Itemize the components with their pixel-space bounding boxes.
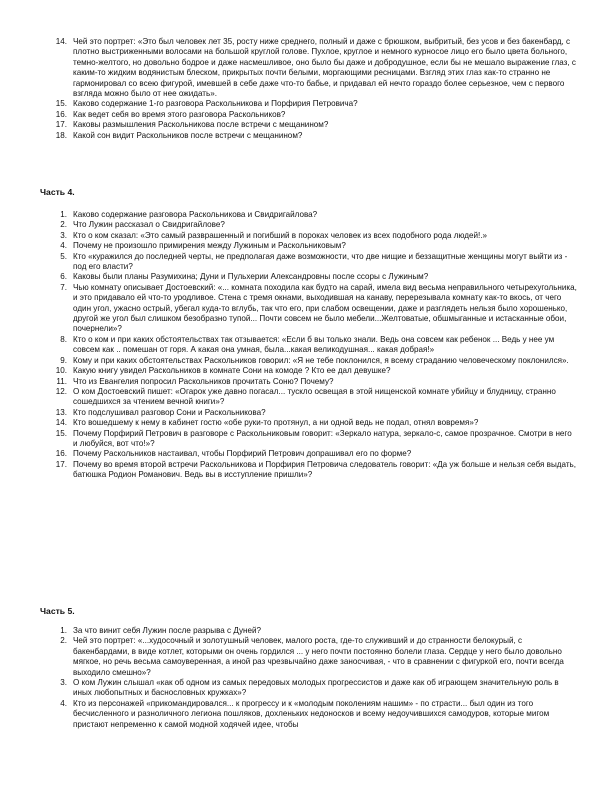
question-text: Каково содержание разговора Раскольникова и Свидригайлова? — [73, 210, 318, 219]
question-text: Что из Евангелия попросил Раскольников прочитать Соню? Почему? — [73, 376, 334, 386]
question-number: 16. — [55, 449, 67, 459]
part3-question-list — [0, 37, 578, 141]
question-number: 14. — [55, 418, 67, 428]
question-item — [0, 377, 578, 387]
question-item — [0, 356, 578, 366]
question-number: 17. — [55, 120, 67, 130]
question-item — [0, 272, 578, 282]
question-item — [0, 210, 578, 220]
question-text: О ком Лужин слышал «как об одном из самых передовых молодых прогрессистов и даже как об играющем значительную роль в иных любопытных и баснословных кружках»? — [73, 678, 559, 698]
question-item — [0, 366, 578, 376]
question-item — [0, 449, 578, 459]
question-number: 2. — [60, 636, 67, 646]
part4-heading: Часть 4. — [40, 187, 75, 197]
part4-question-list — [0, 210, 578, 481]
question-number: 9. — [60, 355, 67, 365]
question-text: Каково содержание 1-го разговора Раскольникова и Порфирия Петровича? — [73, 99, 358, 109]
question-item — [0, 408, 578, 418]
question-number: 8. — [60, 334, 67, 344]
question-item — [0, 283, 578, 335]
question-text: Кто «куражился до последней черты, не предполагая даже возможности, что две нищие и беззащитные женщины могут выйти из - под его власти? — [73, 251, 568, 272]
question-item — [0, 429, 578, 450]
question-item — [0, 252, 578, 273]
question-item — [0, 335, 578, 356]
question-item — [0, 241, 578, 251]
question-text: Кто вошедшему к нему в кабинет гостю «обе руки-то протянул, а ни одной ведь не подал, отнял вовремя»? — [73, 418, 479, 428]
part5-question-list — [0, 626, 578, 730]
question-text: Кто подслушивал разговор Сони и Раскольникова? — [73, 407, 266, 417]
question-item — [0, 99, 578, 109]
question-text: Почему во время второй встречи Раскольникова и Порфирия Петровича следователь говорит: «Да уж больше и нельзя себя выдать, батюшка Родион Романович. Ведь вы в исступление пришли»? — [73, 459, 576, 480]
question-number: 3. — [60, 230, 67, 240]
question-item — [0, 636, 578, 678]
question-item — [0, 37, 578, 99]
question-text: Почему не произошло примирения между Лужиным и Раскольниковым? — [73, 241, 346, 251]
question-item — [0, 131, 578, 141]
question-item — [0, 120, 578, 130]
question-number: 3. — [60, 678, 67, 688]
question-item — [0, 460, 578, 481]
question-item — [0, 231, 578, 241]
question-text: Каковы размышления Раскольникова после встречи с мещанином? — [73, 120, 329, 130]
question-item — [0, 220, 578, 230]
question-text: Чью комнату описывает Достоевский: «... комната походила как будто на сарай, имела вид весьма неправильного четырехугольника, и это придавало ей что-то уродливое. Стена с тремя окнами, выходившая на канаву, перерезывала комнату как-то вкось, от чего один угол, ужасно острый, убегал куда-то вглубь, так что его, при слабом освещении, даже и разглядеть нельзя было хорошенько, другой же угол был слишком безобразно тупой... Почти совсем не было мебели...Желтоватые, обшмыганные и истасканные обои, почернели»? — [73, 282, 577, 334]
question-number: 11. — [56, 376, 67, 386]
question-number: 16. — [55, 109, 67, 119]
question-item — [0, 110, 578, 120]
question-number: 15. — [55, 428, 67, 438]
question-text: Какой сон видит Раскольников после встречи с мещанином? — [73, 130, 303, 140]
question-number: 1. — [60, 210, 67, 219]
question-text: Как ведет себя во время этого разговора Раскольников? — [73, 109, 286, 119]
question-number: 4. — [60, 698, 67, 708]
question-text: Что Лужин рассказал о Свидригайлове? — [73, 220, 225, 230]
question-text: Кто о ком и при каких обстоятельствах так отзывается: «Если б вы только знали. Ведь она совсем как ребенок ... Ведь у нее ум совсем как .. помешан от горя. А какая она умная, была...какая великодушная... какая добрая!» — [73, 334, 555, 355]
question-text: Почему Раскольников настаивал, чтобы Порфирий Петрович допрашивал его по форме? — [73, 449, 412, 459]
question-item — [0, 418, 578, 428]
question-number: 18. — [55, 130, 67, 140]
question-text: Почему Порфирий Петрович в разговоре с Раскольниковым говорит: «Зеркало натура, зеркало-с, самое прозрачное. Смотри в него и любуйся, вот что!»? — [73, 428, 572, 448]
question-number: 7. — [60, 282, 67, 292]
part5-heading: Часть 5. — [40, 606, 75, 616]
question-item — [0, 678, 578, 699]
question-number: 4. — [60, 241, 67, 251]
question-text: Чей это портрет: «...худосочный и золотушный человек, малого роста, где-то служивший и до странности белокурый, с бакенбардами, в виде котлет, которыми он очень гордился ... у него почти постоянно болели глаза. Сердце у него было довольно мягкое, но речь весьма самоуверенная, а иной раз чрезвычайно даже заносчивая, - что в сравнении с фигуркой его, почти всегда выходило смешно»? — [73, 636, 564, 677]
question-number: 14. — [55, 37, 67, 46]
question-number: 17. — [55, 459, 67, 469]
question-number: 2. — [60, 220, 67, 230]
question-item — [0, 699, 578, 730]
question-item — [0, 626, 578, 636]
question-text: О ком Достоевский пишет: «Огарок уже давно погасал... тускло освещая в этой нищенской комнате убийцу и блудницу, странно сошедшихся за чтением вечной книги»? — [73, 386, 556, 407]
question-text: Кто из персонажей «прикомандировался... к прогрессу и к «молодым поколениям нашим» - по страсти... был один из того бесчисленного и разноличного легиона пошляков, дохленьких недоносков и всему недоучившихся самодуров, которые мигом пристают непременно к самой модной ходячей идее, чтобы — [73, 698, 550, 729]
question-number: 6. — [60, 272, 67, 282]
question-number: 5. — [60, 251, 67, 261]
question-text: Чей это портрет: «Это был человек лет 35, росту ниже среднего, полный и даже с брюшком, выбритый, без усов и без бакенбард, с плотно выстриженными волосами на большой круглой голове. Пухлое, круглое и немного курносое лицо его было цвета больного, темно-желтого, но довольно бодрое и даже насмешливое, оно было бы даже и добродушное, если бы не мешало выражение глаз, с каким-то жидким водянистым блеском, прикрытых почти белыми, моргающими ресницами. Взгляд этих глаз как-то странно не гармонировал со всею фигурой, имевшей в себе даже что-то бабье, и придавал ей нечто гораздо более серьезное, чем с первого взгляда можно было от нее ожидать». — [73, 37, 576, 99]
question-number: 15. — [55, 99, 67, 109]
question-text: За что винит себя Лужин после разрыва с Дуней? — [73, 626, 262, 635]
question-text: Кому и при каких обстоятельствах Раскольников говорил: «Я не тебе поклонился, я всему страданию человеческому поклонился». — [73, 355, 569, 365]
question-text: Каковы были планы Разумихина; Дуни и Пульхерии Александровны после ссоры с Лужиным? — [73, 272, 429, 282]
question-item — [0, 387, 578, 408]
question-text: Кто о ком сказал: «Это самый разврашенный и погибший в пороках человек из всех подобного рода людей!.» — [73, 230, 488, 240]
question-text: Какую книгу увидел Раскольников в комнате Сони на комоде ? Кто ее дал девушке? — [73, 366, 391, 376]
question-number: 1. — [60, 626, 67, 635]
question-number: 13. — [55, 407, 67, 417]
question-number: 12. — [55, 386, 67, 396]
question-number: 10. — [55, 366, 67, 376]
